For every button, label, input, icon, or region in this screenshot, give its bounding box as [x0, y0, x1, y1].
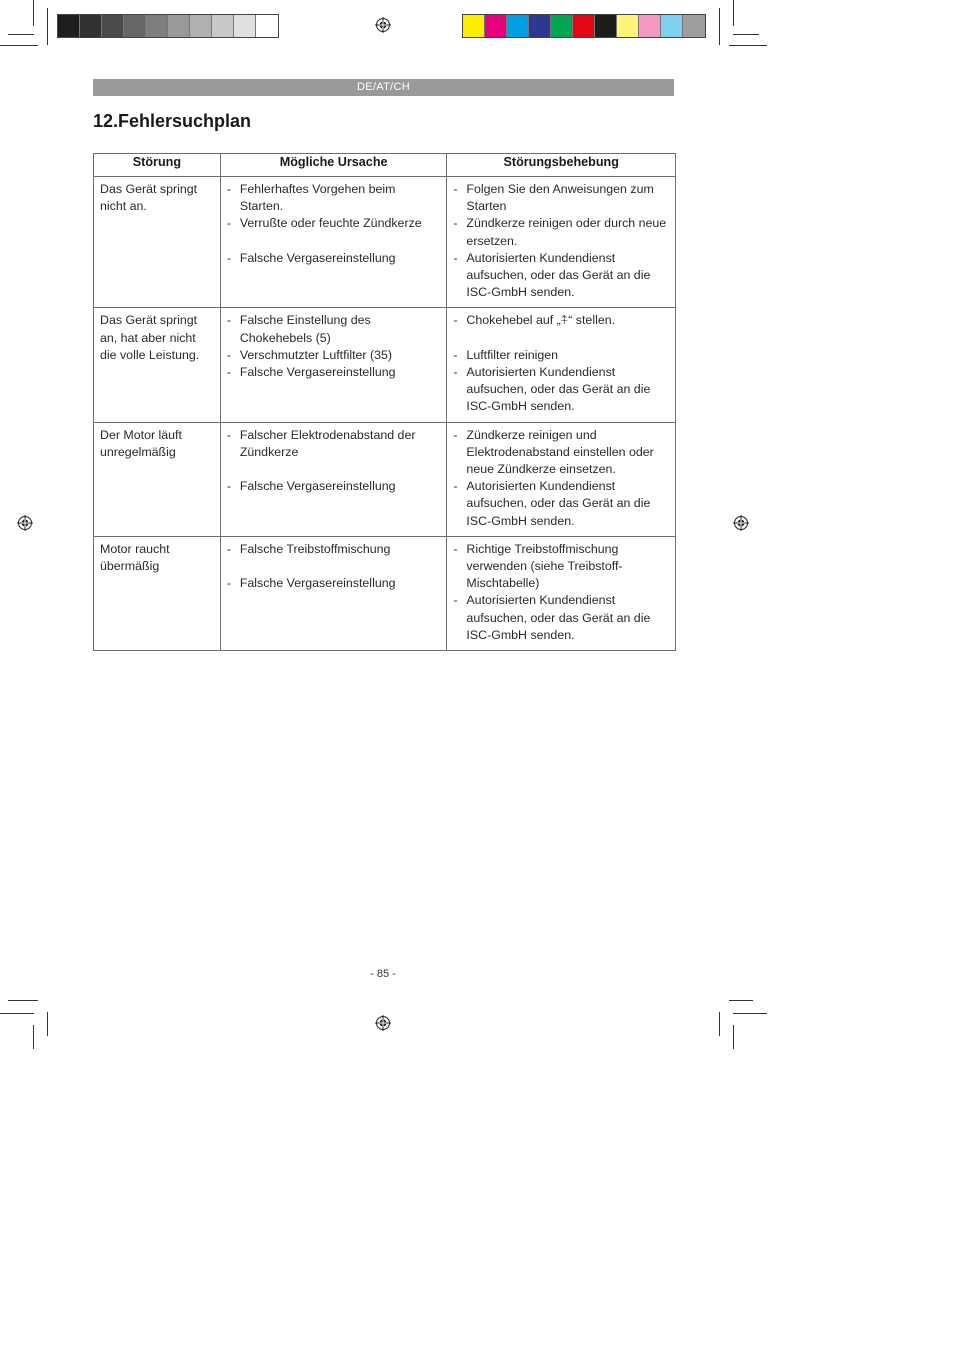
crop-mark	[733, 1025, 734, 1049]
color-swatch	[485, 15, 507, 37]
color-swatch	[639, 15, 661, 37]
color-swatch	[58, 15, 80, 37]
color-swatch	[146, 15, 168, 37]
column-header-remedy: Störungsbehebung	[447, 154, 676, 177]
table-header-row	[94, 154, 676, 177]
table-row	[94, 308, 676, 422]
color-swatch	[168, 15, 190, 37]
fault-cell: Der Motor läuft unregelmäßig	[94, 422, 221, 536]
color-swatch	[683, 15, 705, 37]
gray-color-bar	[57, 14, 279, 38]
color-swatch	[529, 15, 551, 37]
list-item: - Folgen Sie den Anweisungen zum Starten	[453, 182, 654, 214]
list-item: - Falsche Vergasereinstellung	[226, 250, 396, 265]
table-row	[94, 422, 676, 536]
color-swatch	[256, 15, 278, 37]
language-header-bar: DE/AT/CH	[93, 79, 674, 96]
crop-mark	[0, 1013, 34, 1014]
fault-cell: Motor raucht übermäßig	[94, 536, 221, 650]
crop-mark	[719, 1012, 720, 1036]
list-item: - Chokehebel auf „⍏“ stellen.	[453, 313, 616, 328]
column-header-cause: Mögliche Ursache	[220, 154, 447, 177]
cause-cell	[220, 536, 447, 650]
color-swatch	[190, 15, 212, 37]
crop-mark	[729, 45, 767, 46]
list-item: - Verrußte oder feuchte Zündkerze	[226, 216, 422, 231]
cause-cell	[220, 422, 447, 536]
color-swatch	[617, 15, 639, 37]
color-swatch	[507, 15, 529, 37]
list-item: - Falsche Treibstoffmischung	[226, 541, 391, 556]
registration-mark-icon	[375, 17, 391, 33]
process-color-bar	[462, 14, 706, 38]
list-item: - Falsche Vergasereinstellung	[226, 576, 396, 591]
color-swatch	[124, 15, 146, 37]
color-swatch	[102, 15, 124, 37]
list-item: - Autorisierten Kundendienst aufsuchen, oder das Gerät an die ISC-GmbH senden.	[453, 250, 651, 300]
crop-mark	[719, 8, 720, 45]
color-swatch	[463, 15, 485, 37]
list-item: - Richtige Treibstoffmischung verwenden (siehe Treibstoff-Mischtabelle)	[453, 541, 623, 591]
cause-cell	[220, 308, 447, 422]
list-item: - Autorisierten Kundendienst aufsuchen, oder das Gerät an die ISC-GmbH senden.	[453, 593, 651, 642]
color-swatch	[212, 15, 234, 37]
list-item: - Autorisierten Kundendienst aufsuchen, oder das Gerät an die ISC-GmbH senden.	[453, 365, 651, 414]
list-item: - Falsche Vergasereinstellung	[226, 365, 396, 380]
color-swatch	[573, 15, 595, 37]
list-item: - Falsche Vergasereinstellung	[226, 479, 396, 494]
color-swatch	[595, 15, 617, 37]
troubleshooting-table	[93, 153, 676, 651]
list-item: - Falsche Einstellung des Chokehebels (5)	[226, 313, 371, 345]
registration-mark-icon	[375, 1015, 391, 1031]
list-item: - Autorisierten Kundendienst aufsuchen, oder das Gerät an die ISC-GmbH senden.	[453, 479, 651, 528]
remedy-cell	[447, 177, 676, 308]
list-item: - Fehlerhaftes Vorgehen beim Starten.	[226, 182, 396, 214]
cause-cell	[220, 177, 447, 308]
remedy-cell	[447, 308, 676, 422]
crop-mark	[733, 0, 734, 26]
fault-cell: Das Gerät springt an, hat aber nicht die volle Leistung.	[94, 308, 221, 422]
color-swatch	[80, 15, 102, 37]
list-item: - Verschmutzter Luftfilter (35)	[226, 347, 393, 362]
color-swatch	[661, 15, 683, 37]
registration-mark-icon	[733, 515, 749, 531]
crop-mark	[0, 45, 38, 46]
section-title: 12.Fehlersuchplan	[93, 111, 252, 131]
remedy-cell	[447, 536, 676, 650]
page-number: - 85 -	[370, 968, 396, 980]
list-item: - Falscher Elektrodenabstand der Zündkerze	[226, 427, 416, 459]
list-item: - Luftfilter reinigen	[453, 347, 559, 362]
crop-mark	[733, 34, 759, 35]
crop-mark	[47, 1012, 48, 1036]
crop-mark	[47, 8, 48, 45]
remedy-cell	[447, 422, 676, 536]
crop-mark	[729, 1000, 753, 1001]
crop-mark	[8, 1000, 38, 1001]
column-header-fault: Störung	[94, 154, 221, 177]
registration-mark-icon	[17, 515, 33, 531]
table-row	[94, 177, 676, 308]
crop-mark	[733, 1013, 767, 1014]
color-swatch	[551, 15, 573, 37]
crop-mark	[33, 0, 34, 26]
table-row	[94, 536, 676, 650]
crop-mark	[33, 1025, 34, 1049]
list-item: - Zündkerze reinigen und Elektrodenabstand einstellen oder neue Zündkerze einsetzen.	[453, 427, 654, 477]
fault-cell: Das Gerät springt nicht an.	[94, 177, 221, 308]
crop-mark	[8, 34, 34, 35]
color-swatch	[234, 15, 256, 37]
list-item: - Zündkerze reinigen oder durch neue ersetzen.	[453, 216, 667, 248]
